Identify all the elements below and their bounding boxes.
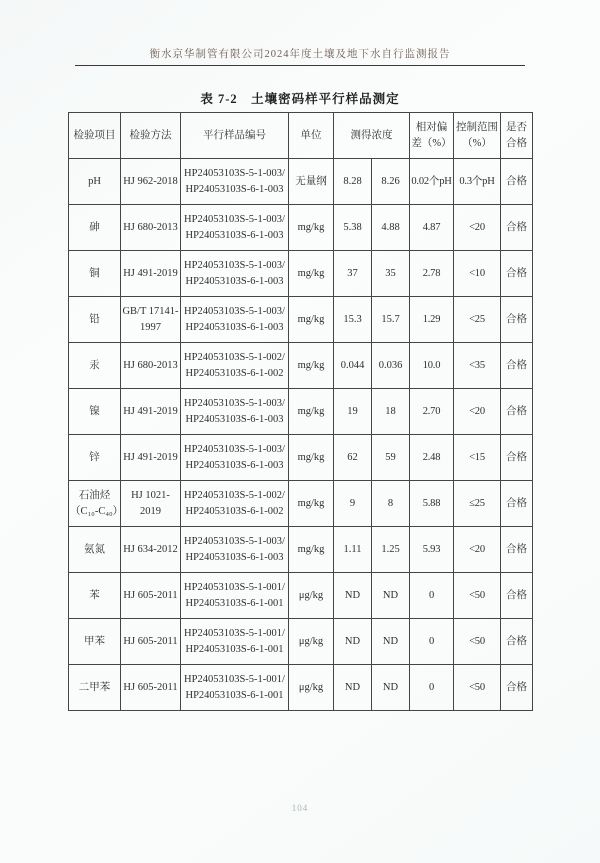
cell-sample-code: [181, 527, 289, 573]
table-row: [69, 619, 533, 665]
cell-measured-value-2: 59: [372, 435, 410, 481]
cell-method: HJ 491-2019: [121, 389, 181, 435]
cell-test-item: 铜: [69, 251, 121, 297]
cell-test-item: 甲苯: [69, 619, 121, 665]
cell-unit: mg/kg: [289, 435, 334, 481]
cell-qualified: 合格: [501, 297, 533, 343]
cell-sample-code: [181, 619, 289, 665]
cell-qualified: 合格: [501, 159, 533, 205]
cell-control-range: 0.3个pH: [454, 159, 501, 205]
col-header-control-range: 控制范围（%）: [454, 113, 501, 159]
sample-code-line-1: HP24053103S-5-1-003/: [184, 536, 285, 548]
table-header-row: [69, 113, 533, 159]
cell-sample-code: [181, 481, 289, 527]
table-row: [69, 297, 533, 343]
sample-code-line-2: HP24053103S-6-1-003: [185, 229, 284, 241]
cell-sample-code: [181, 205, 289, 251]
cell-sample-code: [181, 435, 289, 481]
cell-qualified: 合格: [501, 619, 533, 665]
table-row: [69, 573, 533, 619]
sample-code-line-1: HP24053103S-5-1-001/: [184, 582, 285, 594]
cell-unit: mg/kg: [289, 205, 334, 251]
cell-control-range: <15: [454, 435, 501, 481]
cell-control-range: <20: [454, 389, 501, 435]
cell-measured-value-2: ND: [372, 573, 410, 619]
col-header-relative-deviation: 相对偏差（%）: [410, 113, 454, 159]
cell-sample-code: [181, 665, 289, 711]
cell-measured-value-2: 15.7: [372, 297, 410, 343]
cell-qualified: 合格: [501, 205, 533, 251]
sample-code-line-2: HP24053103S-6-1-002: [185, 367, 284, 379]
sample-code-line-1: HP24053103S-5-1-001/: [184, 628, 285, 640]
cell-relative-deviation: 2.70: [410, 389, 454, 435]
sample-code-line-1: HP24053103S-5-1-003/: [184, 398, 285, 410]
cell-relative-deviation: 0: [410, 573, 454, 619]
cell-method: HJ 605-2011: [121, 573, 181, 619]
cell-control-range: <35: [454, 343, 501, 389]
cell-qualified: 合格: [501, 389, 533, 435]
cell-control-range: <20: [454, 205, 501, 251]
cell-measured-value-2: 35: [372, 251, 410, 297]
cell-measured-value-1: 15.3: [334, 297, 372, 343]
cell-measured-value-2: 8.26: [372, 159, 410, 205]
col-header-test-item: 检验项目: [69, 113, 121, 159]
sample-code-line-1: HP24053103S-5-1-003/: [184, 444, 285, 456]
cell-qualified: 合格: [501, 435, 533, 481]
table-row: [69, 251, 533, 297]
cell-relative-deviation: 10.0: [410, 343, 454, 389]
table-row: [69, 481, 533, 527]
cell-measured-value-1: 37: [334, 251, 372, 297]
cell-relative-deviation: 4.87: [410, 205, 454, 251]
cell-test-item: 二甲苯: [69, 665, 121, 711]
cell-method: HJ 634-2012: [121, 527, 181, 573]
cell-qualified: 合格: [501, 527, 533, 573]
sample-code-line-2: HP24053103S-6-1-003: [185, 183, 284, 195]
sample-code-line-2: HP24053103S-6-1-003: [185, 321, 284, 333]
cell-measured-value-2: ND: [372, 619, 410, 665]
cell-relative-deviation: 2.48: [410, 435, 454, 481]
cell-sample-code: [181, 297, 289, 343]
sample-code-line-2: HP24053103S-6-1-003: [185, 275, 284, 287]
cell-method: HJ 680-2013: [121, 343, 181, 389]
cell-measured-value-2: 8: [372, 481, 410, 527]
cell-measured-value-2: 1.25: [372, 527, 410, 573]
sample-code-line-2: HP24053103S-6-1-001: [185, 643, 284, 655]
cell-relative-deviation: 5.88: [410, 481, 454, 527]
cell-qualified: 合格: [501, 481, 533, 527]
sample-code-line-1: HP24053103S-5-1-003/: [184, 260, 285, 272]
cell-measured-value-1: 8.28: [334, 159, 372, 205]
cell-control-range: <20: [454, 527, 501, 573]
cell-relative-deviation: 0: [410, 619, 454, 665]
sample-code-line-1: HP24053103S-5-1-002/: [184, 352, 285, 364]
cell-test-item: 镍: [69, 389, 121, 435]
table-body: [69, 159, 533, 711]
table-row: [69, 389, 533, 435]
cell-sample-code: [181, 159, 289, 205]
cell-control-range: <50: [454, 573, 501, 619]
cell-control-range: ≤25: [454, 481, 501, 527]
cell-qualified: 合格: [501, 251, 533, 297]
cell-control-range: <50: [454, 619, 501, 665]
cell-relative-deviation: 0.02个pH: [410, 159, 454, 205]
cell-method: HJ 962-2018: [121, 159, 181, 205]
sample-code-line-2: HP24053103S-6-1-002: [185, 505, 284, 517]
cell-method: HJ 605-2011: [121, 619, 181, 665]
cell-unit: mg/kg: [289, 389, 334, 435]
cell-unit: mg/kg: [289, 481, 334, 527]
cell-sample-code: [181, 343, 289, 389]
table-row: [69, 665, 533, 711]
cell-test-item: 氨氮: [69, 527, 121, 573]
cell-measured-value-1: 5.38: [334, 205, 372, 251]
cell-test-item: 砷: [69, 205, 121, 251]
cell-method: HJ 605-2011: [121, 665, 181, 711]
cell-measured-value-2: 4.88: [372, 205, 410, 251]
cell-unit: 无量纲: [289, 159, 334, 205]
cell-control-range: <25: [454, 297, 501, 343]
cell-measured-value-1: 0.044: [334, 343, 372, 389]
cell-unit: μg/kg: [289, 573, 334, 619]
table-row: [69, 435, 533, 481]
cell-relative-deviation: 1.29: [410, 297, 454, 343]
cell-measured-value-1: 62: [334, 435, 372, 481]
col-header-measured-concentration: 测得浓度: [334, 113, 410, 159]
cell-measured-value-2: 18: [372, 389, 410, 435]
page-number: 104: [291, 803, 309, 813]
table-row: [69, 343, 533, 389]
col-header-sample-code: 平行样品编号: [181, 113, 289, 159]
cell-method: HJ 680-2013: [121, 205, 181, 251]
cell-unit: mg/kg: [289, 251, 334, 297]
sample-code-line-2: HP24053103S-6-1-003: [185, 459, 284, 471]
sample-code-line-2: HP24053103S-6-1-001: [185, 689, 284, 701]
cell-method: HJ 491-2019: [121, 251, 181, 297]
cell-test-item: 汞: [69, 343, 121, 389]
table-title: 表 7-2 土壤密码样平行样品测定: [200, 92, 400, 106]
col-header-method: 检验方法: [121, 113, 181, 159]
table-row: [69, 527, 533, 573]
table-header: [69, 113, 533, 159]
sample-code-line-1: HP24053103S-5-1-002/: [184, 490, 285, 502]
cell-control-range: <10: [454, 251, 501, 297]
document-header: [75, 46, 525, 66]
cell-method: GB/T 17141-1997: [121, 297, 181, 343]
cell-sample-code: [181, 389, 289, 435]
cell-unit: μg/kg: [289, 665, 334, 711]
cell-method: HJ 1021-2019: [121, 481, 181, 527]
cell-measured-value-1: ND: [334, 619, 372, 665]
cell-measured-value-2: 0.036: [372, 343, 410, 389]
cell-relative-deviation: 0: [410, 665, 454, 711]
cell-unit: mg/kg: [289, 343, 334, 389]
sample-code-line-2: HP24053103S-6-1-003: [185, 551, 284, 563]
cell-measured-value-1: ND: [334, 573, 372, 619]
cell-sample-code: [181, 573, 289, 619]
cell-unit: μg/kg: [289, 619, 334, 665]
cell-unit: mg/kg: [289, 527, 334, 573]
cell-qualified: 合格: [501, 573, 533, 619]
cell-method: HJ 491-2019: [121, 435, 181, 481]
sample-code-line-1: HP24053103S-5-1-003/: [184, 214, 285, 226]
sample-code-line-2: HP24053103S-6-1-001: [185, 597, 284, 609]
parallel-sample-table: [68, 112, 533, 711]
cell-measured-value-2: ND: [372, 665, 410, 711]
sample-code-line-1: HP24053103S-5-1-003/: [184, 168, 285, 180]
cell-test-item: 铅: [69, 297, 121, 343]
cell-test-item: 苯: [69, 573, 121, 619]
cell-qualified: 合格: [501, 665, 533, 711]
sample-code-line-1: HP24053103S-5-1-001/: [184, 674, 285, 686]
cell-relative-deviation: 2.78: [410, 251, 454, 297]
cell-measured-value-1: 19: [334, 389, 372, 435]
cell-measured-value-1: 1.11: [334, 527, 372, 573]
cell-measured-value-1: 9: [334, 481, 372, 527]
cell-test-item: pH: [69, 159, 121, 205]
cell-test-item: 石油烃（C₁₀-C₄₀）: [69, 481, 121, 527]
cell-control-range: <50: [454, 665, 501, 711]
sample-code-line-1: HP24053103S-5-1-003/: [184, 306, 285, 318]
document-header-text: 衡水京华制管有限公司2024年度土壤及地下水自行监测报告: [149, 49, 451, 60]
col-header-qualified: 是否合格: [501, 113, 533, 159]
col-header-unit: 单位: [289, 113, 334, 159]
cell-unit: mg/kg: [289, 297, 334, 343]
table-row: [69, 205, 533, 251]
table-row: [69, 159, 533, 205]
sample-code-line-2: HP24053103S-6-1-003: [185, 413, 284, 425]
cell-test-item: 锌: [69, 435, 121, 481]
cell-measured-value-1: ND: [334, 665, 372, 711]
cell-qualified: 合格: [501, 343, 533, 389]
cell-sample-code: [181, 251, 289, 297]
cell-relative-deviation: 5.93: [410, 527, 454, 573]
